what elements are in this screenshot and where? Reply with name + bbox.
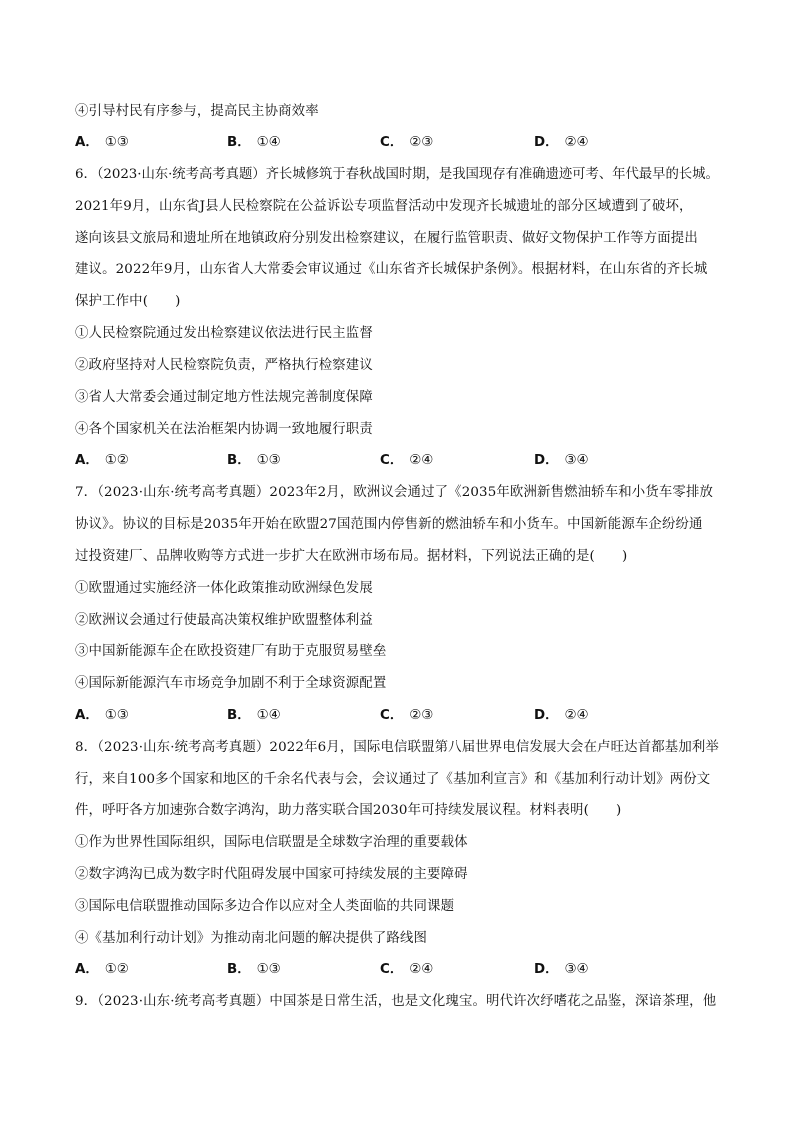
choice-letter: B． xyxy=(227,135,251,150)
choice-letter: B． xyxy=(227,708,251,723)
choice-text: ②③ xyxy=(409,708,434,723)
choice-text: ②④ xyxy=(409,453,434,468)
choice-text: ③④ xyxy=(564,453,589,468)
choice-text: ①③ xyxy=(256,962,281,977)
q5-option-4: ④引导村民有序参与，提高民主协商效率 xyxy=(75,104,319,119)
choice-letter: C． xyxy=(380,453,404,468)
choice-letter: C． xyxy=(380,708,404,723)
choice-text: ②④ xyxy=(409,962,434,977)
q7-choice-a xyxy=(75,707,129,725)
q9-stem-line-1: 9．（2023·山东·统考高考真题）中国茶是日常生活，也是文化瑰宝。明代许次纾嗜花之品鉴，深谙茶理，他 xyxy=(75,994,717,1009)
q7-choice-d xyxy=(534,707,589,725)
q7-stem-line-1: 7．（2023·山东·统考高考真题）2023年2月，欧洲议会通过了《2035年欧洲新售燃油轿车和小货车零排放 xyxy=(75,485,714,500)
choice-text: ①③ xyxy=(104,708,129,723)
q7-option-2: ②欧洲议会通过行使最高决策权维护欧盟整体利益 xyxy=(75,613,373,628)
choice-text: ②④ xyxy=(564,708,589,723)
q5-choice-a xyxy=(75,134,129,152)
q6-choices xyxy=(75,452,715,470)
choice-letter: A． xyxy=(75,453,99,468)
q6-option-2: ②政府坚持对人民检察院负责，严格执行检察建议 xyxy=(75,358,373,373)
choice-letter: A． xyxy=(75,708,99,723)
q8-stem-line-1: 8．（2023·山东·统考高考真题）2022年6月，国际电信联盟第八届世界电信发展大会在卢旺达首都基加利举 xyxy=(75,740,719,755)
choice-text: ②④ xyxy=(564,135,589,150)
choice-letter: C． xyxy=(380,962,404,977)
q7-choices xyxy=(75,707,715,725)
choice-letter: C． xyxy=(380,135,404,150)
q8-option-4: ④《基加利行动计划》为推动南北问题的解决提供了路线图 xyxy=(75,931,428,946)
choice-text: ①④ xyxy=(256,135,281,150)
q5-choice-d xyxy=(534,134,589,152)
q6-option-3: ③省人大常委会通过制定地方性法规完善制度保障 xyxy=(75,390,373,405)
choice-letter: B． xyxy=(227,453,251,468)
q8-option-2: ②数字鸿沟已成为数字时代阻碍发展中国家可持续发展的主要障碍 xyxy=(75,867,468,882)
q8-choice-b xyxy=(227,961,281,979)
q7-stem-line-2: 协议》。协议的目标是2035年开始在欧盟27国范围内停售新的燃油轿车和小货车。中国新能源车企纷纷通 xyxy=(75,517,703,532)
q8-option-3: ③国际电信联盟推动国际多边合作以应对全人类面临的共同课题 xyxy=(75,899,455,914)
q6-option-1: ①人民检察院通过发出检察建议依法进行民主监督 xyxy=(75,326,373,341)
choice-text: ②③ xyxy=(409,135,434,150)
choice-letter: D． xyxy=(534,135,559,150)
choice-text: ①③ xyxy=(256,453,281,468)
q6-stem-line-2: 2021年9月，山东省J县人民检察院在公益诉讼专项监督活动中发现齐长城遗址的部分区域遭到了破坏， xyxy=(75,199,693,214)
q5-choice-c xyxy=(380,134,433,152)
choice-letter: A． xyxy=(75,962,99,977)
q5-choice-b xyxy=(227,134,281,152)
q6-stem-line-4: 建议。2022年9月，山东省人大常委会审议通过《山东省齐长城保护条例》。根据材料，在山东省的齐长城 xyxy=(75,262,708,277)
choice-text: ③④ xyxy=(564,962,589,977)
choice-letter: D． xyxy=(534,453,559,468)
q6-choice-d xyxy=(534,452,589,470)
choice-text: ①④ xyxy=(256,708,281,723)
q8-stem-line-2: 行，来自100多个国家和地区的千余名代表与会，会议通过了《基加利宣言》和《基加利行动计划》两份文 xyxy=(75,772,711,787)
choice-text: ①③ xyxy=(104,135,129,150)
q6-stem-line-5: 保护工作中( ) xyxy=(75,294,181,309)
q8-choice-a xyxy=(75,961,129,979)
q6-option-4: ④各个国家机关在法治框架内协调一致地履行职责 xyxy=(75,422,373,437)
q7-stem-line-3: 过投资建厂、品牌收购等方式进一步扩大在欧洲市场布局。据材料，下列说法正确的是( ) xyxy=(75,549,628,564)
q6-choice-a xyxy=(75,452,129,470)
q8-choice-c xyxy=(380,961,433,979)
q7-choice-c xyxy=(380,707,433,725)
choice-letter: A． xyxy=(75,135,99,150)
q8-choices xyxy=(75,961,715,979)
choice-letter: B． xyxy=(227,962,251,977)
q8-option-1: ①作为世界性国际组织，国际电信联盟是全球数字治理的重要载体 xyxy=(75,835,468,850)
q7-option-3: ③中国新能源车企在欧投资建厂有助于克服贸易壁垒 xyxy=(75,644,387,659)
q5-choices xyxy=(75,134,715,152)
q7-option-1: ①欧盟通过实施经济一体化政策推动欧洲绿色发展 xyxy=(75,581,373,596)
choice-text: ①② xyxy=(104,453,129,468)
q6-stem-line-3: 遂向该县文旅局和遗址所在地镇政府分别发出检察建议，在履行监管职责、做好文物保护工作等方面提出 xyxy=(75,231,698,246)
q6-choice-c xyxy=(380,452,433,470)
q6-stem-line-1: 6．（2023·山东·统考高考真题）齐长城修筑于春秋战国时期，是我国现存有准确遗迹可考、年代最早的长城。 xyxy=(75,167,719,182)
q7-choice-b xyxy=(227,707,281,725)
q8-choice-d xyxy=(534,961,589,979)
choice-letter: D． xyxy=(534,708,559,723)
q6-choice-b xyxy=(227,452,281,470)
q8-stem-line-3: 件，呼吁各方加速弥合数字鸿沟，助力落实联合国2030年可持续发展议程。材料表明( ) xyxy=(75,803,622,818)
choice-text: ①② xyxy=(104,962,129,977)
q7-option-4: ④国际新能源汽车市场竞争加剧不利于全球资源配置 xyxy=(75,676,387,691)
choice-letter: D． xyxy=(534,962,559,977)
